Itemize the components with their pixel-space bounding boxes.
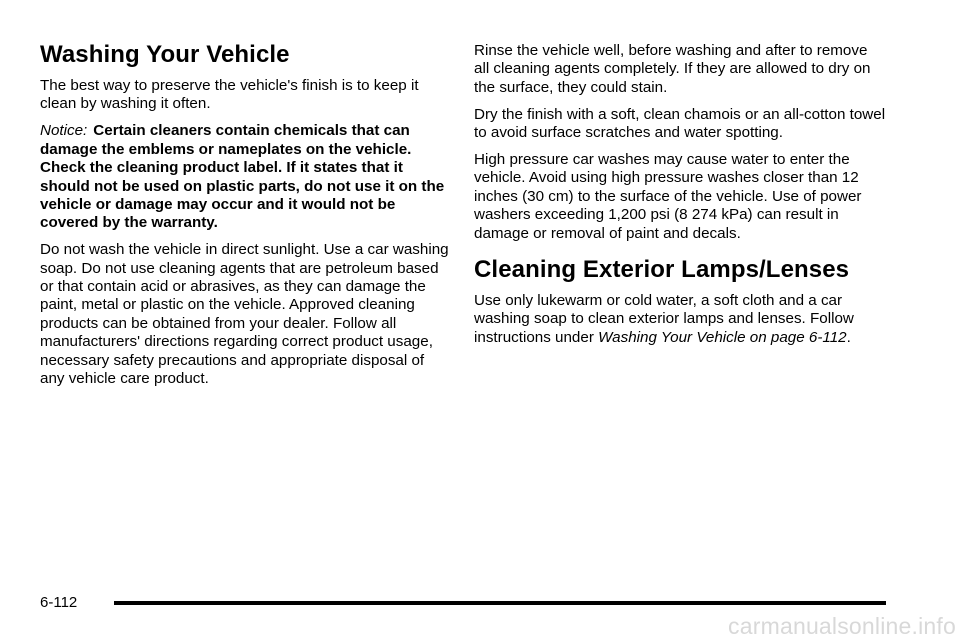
page-footer (40, 592, 886, 614)
notice-label: Notice: (40, 122, 88, 140)
page-number: 6-112 (40, 594, 78, 611)
watermark: carmanualsonline.info (728, 613, 956, 639)
rinse-paragraph: Rinse the vehicle well, before washing and after to remove all cleaning agents completely. If they are allowed to dry on the surface, they could stain. (474, 42, 871, 96)
intro-paragraph: The best way to preserve the vehicle's finish is to keep it clean by washing it often. (40, 77, 419, 113)
section-heading-lamps: Cleaning Exterior Lamps/Lenses (474, 256, 850, 284)
lamps-end: . (846, 328, 851, 346)
section-heading-washing: Washing Your Vehicle (40, 41, 290, 68)
cross-reference-link[interactable]: Washing Your Vehicle on page 6-112 (598, 328, 847, 346)
left-column (40, 40, 450, 397)
footer-rule (114, 601, 886, 605)
notice-paragraph (40, 122, 450, 232)
pressure-paragraph: High pressure car washes may cause water to enter the vehicle. Avoid using high pressure washes closer than 12 inches (30 cm) to the surface of the vehicle. Use of power washers exceeding 1,200 psi (8 274 kPa) can result in damage or removal of paint and decals. (474, 151, 862, 242)
dry-paragraph: Dry the finish with a soft, clean chamois or an all-cotton towel to avoid surface scratches and water spotting. (474, 105, 886, 142)
right-column (474, 42, 886, 356)
lamps-text: Use only lukewarm or cold water, a soft cloth and a car washing soap to clean exterior lamps and lenses. Follow instructions under (474, 292, 854, 346)
lamps-paragraph (474, 292, 886, 347)
notice-text: Certain cleaners contain chemicals that can damage the emblems or nameplates on the vehicle. Check the cleaning product label. If it states that it should not be used on plastic parts, do not use it on the vehicle or damage may occur and it would not be covered by the warranty. (40, 122, 445, 232)
sunlight-paragraph: Do not wash the vehicle in direct sunlight. Use a car washing soap. Do not use cleaning agents that are petroleum based or that contain acid or abrasives, as they can damage the paint, metal or plastic on the vehicle. Approved cleaning products can be obtained from your dealer. Follow all manufacturers' directions regarding correct product usage, necessary safety precautions and appropriate disposal of any vehicle care product. (40, 241, 449, 388)
